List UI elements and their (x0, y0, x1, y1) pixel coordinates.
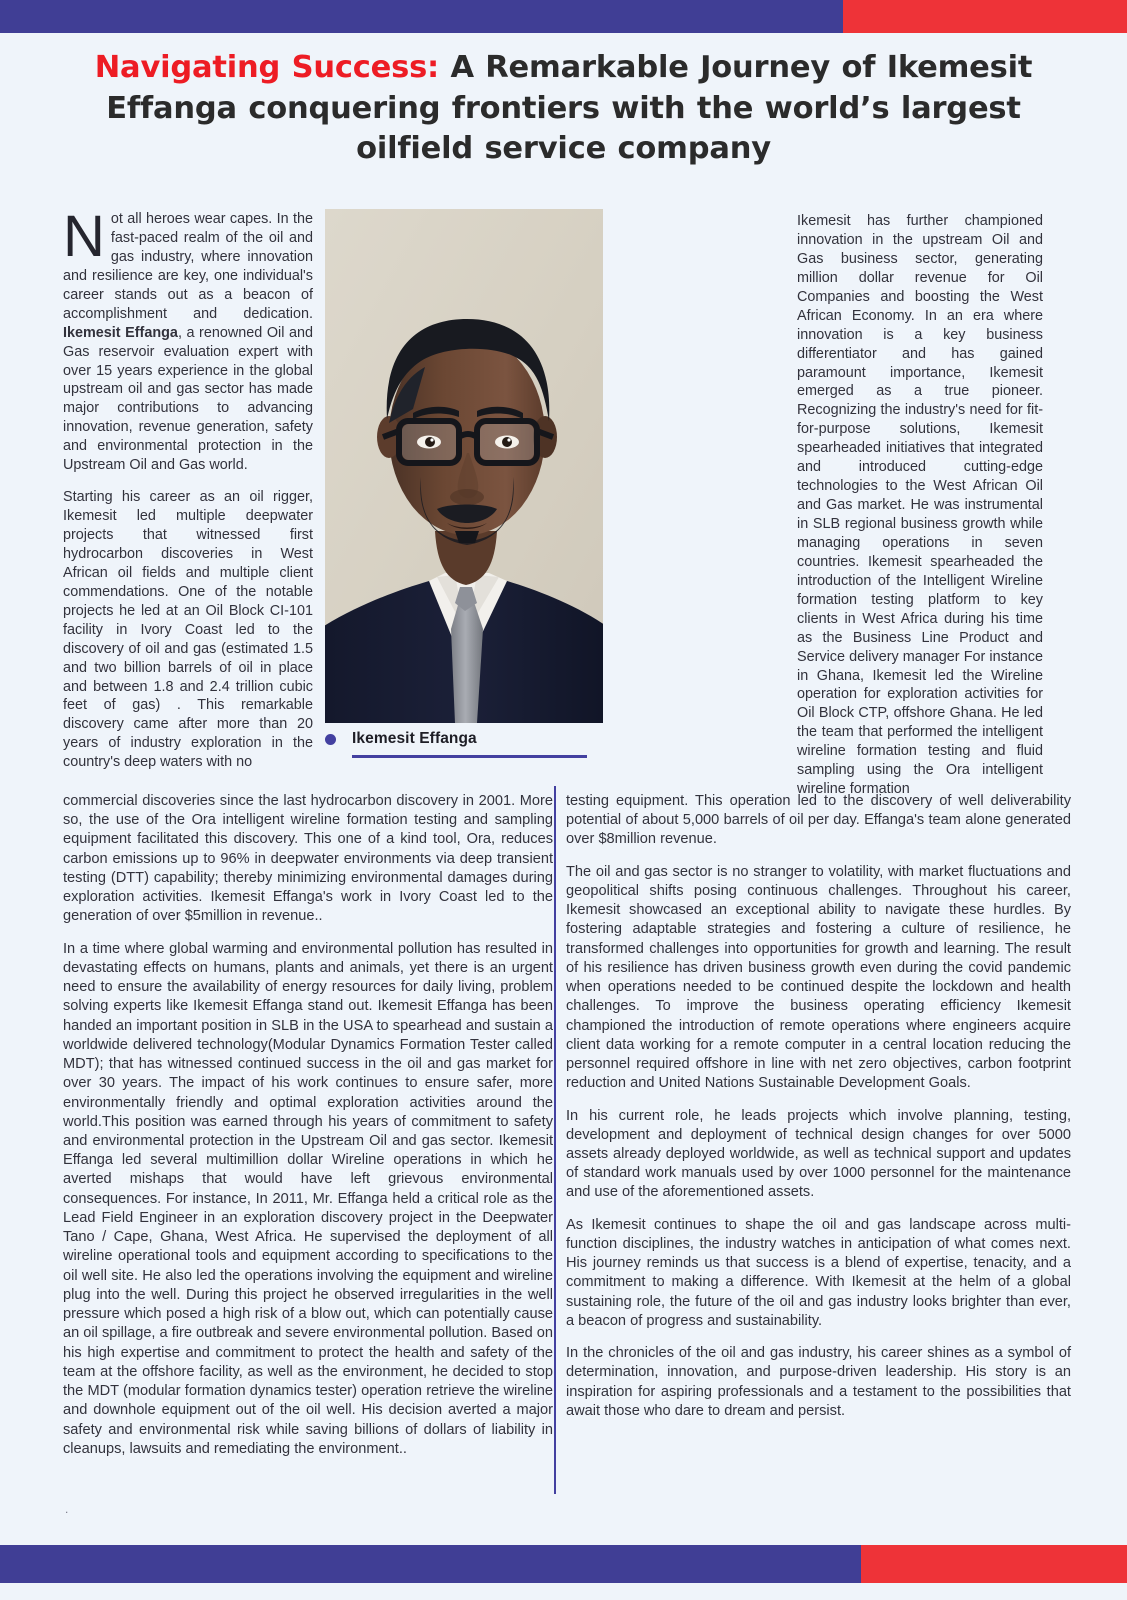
left-column-lower (63, 792, 553, 1459)
caption-underline-rule (352, 755, 587, 758)
paragraph-deliverability: testing equipment. This operation led to the discovery of well deliverability potential of about 5,000 barrels of oil per day. Effanga's team alone generated over $8million revenue. (566, 793, 1071, 848)
page-title (63, 48, 1064, 170)
header-bar-blue-segment (0, 0, 843, 33)
photo-caption (325, 730, 603, 748)
trailing-period-mark: . (65, 1502, 69, 1516)
header-brand-bar (0, 0, 1127, 33)
article-headline (63, 48, 1064, 170)
intro-part-2: , a renowned Oil and Gas reservoir evaluation expert with over 15 years experience in the global upstream oil and gas sector has made major contributions to advancing innovation, revenue generation, safety and environmental protection in the Upstream Oil and Gas world. (63, 324, 313, 474)
right-column-lower (566, 792, 1071, 1421)
paragraph-global-warming: In a time where global warming and environmental pollution has resulted in devastating effects on humans, plants and animals, yet there is an urgent need to ensure the availability of energy resources for daily living, problem solving experts like Ikemesit Effanga stand out. Ikemesit Effanga has been handed an important position in SLB in the USA to spearhead and sustain a worldwide delivered technology(Modular Dynamics Formation Tester called MDT); that has witnessed continued success in the oil and gas market for over 30 years. The impact of his work continues to ensure safer, more environmentally friendly and optimal exploration activities around the world.This position was earned through his years of commitment to safety and environmental protection in the Upstream Oil and gas sector. Ikemesit Effanga led several multimillion dollar Wireline operations in which he averted mishaps that would have left grievous environmental consequences. For instance, In 2011, Mr. Effanga held a critical role as the Lead Field Engineer in an exploration discovery project in the Deepwater Tano / Cape, Ghana, West Africa. He supervised the deployment of all wireline operational tools and equipment according to specifications to the oil well site. He also led the operations involving the equipment and wireline plug into the well. During this project he observed irregularities in the well pressure which posed a high risk of a blow out, which can potentially cause an oil spillage, a fire outbreak and severe environmental pollution. Based on his high expertise and commitment to protect the health and safety of the team at the offshore facility, as well as the environment, he decided to stop the MDT (modular formation dynamics tester) operation retrieve the wireline and downhole equipment out of the oil well. His decision averted a major safety and environmental risk while saving billions of dollars of liability in cleanups, lawsuits and remediating the environment.. (63, 940, 554, 1457)
footer-bar-blue-segment (0, 1545, 861, 1583)
column-divider-rule (554, 786, 556, 1494)
paragraph-volatility: The oil and gas sector is no stranger to volatility, with market fluctuations and geopolitical shifts posing continuous challenges. Throughout his career, Ikemesit showcased an exceptional ability to navigate these hurdles. By fostering adaptable strategies and fostering a culture of resilience, he transformed challenges into opportunities for growth and learning. The result of his resilience has driven business growth even during the covid pandemic when operations needed to be continued despite the lockdown and health challenges. To improve the business operating efficiency Ikemesit championed the introduction of remote operations where engineers acquire client data working for a remote computer in a central location reducing the personnel required offshore in line with net zero objectives, carbon footprint reduction and United Nations Sustainable Development Goals. (566, 863, 1071, 1092)
left-column-top (63, 204, 313, 772)
portrait-illustration (325, 209, 603, 723)
intro-part-1: Not all heroes wear capes. In the fast-paced realm of the oil and gas industry, where innovation and resilience are key, one individual's career stands out as a beacon of accomplishment and dedication. (63, 204, 313, 322)
paragraph-chronicles: In the chronicles of the oil and gas industry, his career shines as a symbol of determination, innovation, and purpose-driven leadership. His story is an inspiration for aspiring professionals and a testament to the possibilities that await those who dare to dream and persist. (566, 1345, 1071, 1419)
bullet-dot-icon (325, 734, 336, 745)
footer-bar-red-segment (861, 1545, 1127, 1583)
right-column-top (797, 212, 1043, 799)
portrait-photo (325, 209, 603, 723)
paragraph-ora-tool: commercial discoveries since the last hydrocarbon discovery in 2001. More so, the use of the Ora intelligent wireline formation testing and sampling equipment facilitated this discovery. This one of a kind tool, Ora, reduces carbon emissions up to 96% in deepwater environments via deep transient testing (DTT) capability; thereby minimizing environmental damages during exploration activities. Ikemesit Effanga's work in Ivory Coast led to the generation of over $5million in revenue.. (63, 793, 553, 925)
paragraph-intro (63, 204, 313, 475)
paragraph-current-role: In his current role, he leads projects which involve planning, testing, development and deployment of technical design changes for over 5000 assets already deployed worldwide, as well as technical support and updates of standard work manuals used by over 1000 personnel for the maintenance and use of the aforementioned assets. (566, 1107, 1071, 1201)
header-bar-red-segment (843, 0, 1127, 33)
photo-caption-text: Ikemesit Effanga (352, 730, 477, 747)
intro-bold-name: Ikemesit Effanga (63, 324, 178, 341)
headline-kicker: Navigating Success: (94, 50, 440, 85)
paragraph-landscape: As Ikemesit continues to shape the oil and gas landscape across multi-function disciplines, the industry watches in anticipation of what comes next. His journey reminds us that success is a blend of expertise, tenacity, and a commitment to making a difference. With Ikemesit at the helm of a global sustaining role, the future of the oil and gas industry looks brighter than ever, a beacon of progress and sustainability. (566, 1216, 1071, 1329)
footer-brand-bar (0, 1545, 1127, 1583)
paragraph-innovation: Ikemesit has further championed innovation in the upstream Oil and Gas business sector, generating million dollar revenue for Oil Companies and boosting the West African Economy. In an era where innovation is a key business differentiator and has gained paramount importance, Ikemesit emerged as a true pioneer. Recognizing the industry's need for fit-for-purpose solutions, Ikemesit spearheaded initiatives that integrated and introduced cutting-edge technologies to the West African Oil and Gas market. He was instrumental in SLB regional business growth while managing operations in seven countries. Ikemesit spearheaded the introduction of the Intelligent Wireline formation testing platform to key clients in West Africa during his time as the Business Line Product and Service delivery manager For instance in Ghana, Ikemesit led the Wireline operation for exploration activities for Oil Block CTP, offshore Ghana. He led the team that performed the intelligent wireline formation testing and fluid sampling using the Ora intelligent wireline formation (797, 213, 1043, 798)
paragraph-career-start: Starting his career as an oil rigger, Ikemesit led multiple deepwater projects that witnessed first hydrocarbon discoveries in West African oil fields and multiple client commendations. One of the notable projects he led at an Oil Block CI-101 facility in Ivory Coast led to the discovery of oil and gas (estimated 1.5 and two billion barrels of oil in place and between 1.8 and 2.4 trillion cubic feet of gas) . This remarkable discovery came after more than 20 years of industry exploration in the country's deep waters with no (63, 489, 313, 771)
headline-rest: A Remarkable Journey of Ikemesit Effanga conquering frontiers with the world’s largest oilfield service company (106, 50, 1033, 167)
